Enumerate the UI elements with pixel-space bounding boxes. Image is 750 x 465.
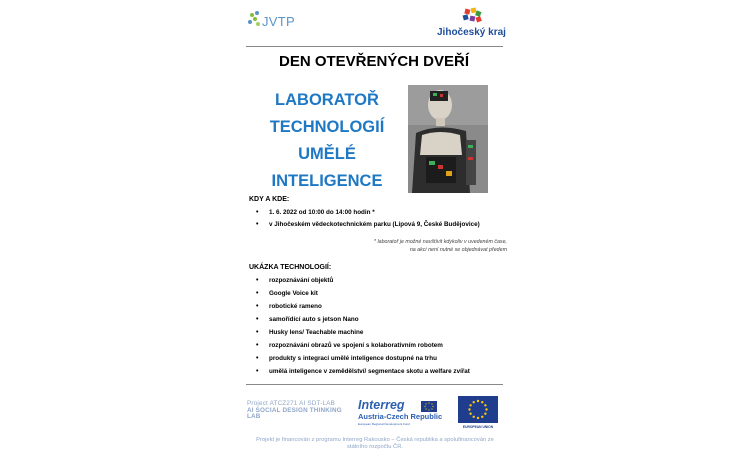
list-item: • Google Voice kit	[249, 289, 470, 302]
interreg-logo-text: Interreg	[358, 398, 405, 412]
eu-flag-icon	[421, 401, 437, 412]
list-item: • rozpoznávání obrazů ve spojení s kolaborativním robotem	[249, 341, 470, 354]
robot-photo	[408, 85, 488, 193]
when-where-list	[249, 208, 480, 232]
when-where-heading: KDY A KDE:	[249, 196, 290, 203]
list-item: • 1. 6. 2022 od 10:00 do 14:00 hodin *	[249, 208, 480, 220]
technology-showcase-heading: UKÁZKA TECHNOLOGIÍ:	[249, 264, 332, 271]
hero-title	[247, 87, 407, 195]
list-item: • produkty s integrací umělé inteligence dostupné na trhu	[249, 354, 470, 367]
jvtp-logo-text: JVTP	[262, 14, 295, 29]
hero-title-line: LABORATOŘ	[275, 91, 379, 109]
interreg-fund-text: European Regional Development Fund	[358, 422, 410, 426]
eu-flag-icon	[458, 396, 498, 423]
technology-list	[249, 276, 470, 380]
list-item: • rozpoznávání objektů	[249, 276, 470, 289]
project-name: AI SOCIAL DESIGN THINKING LAB	[247, 406, 342, 420]
bottom-divider	[246, 384, 503, 385]
project-info	[247, 401, 357, 421]
funding-footer: Projekt je financován z programu Interreg Rakousko – Česká republika a spolufinancován ze státního rozpočtu ČR.	[256, 437, 494, 450]
list-item: • v Jihočeském vědeckotechnickém parku (Lipová 9, České Budějovice)	[249, 220, 480, 232]
list-item: • Husky lens/ Teachable machine	[249, 328, 470, 341]
main-title: DEN OTEVŘENÝCH DVEŘÍ	[278, 53, 470, 70]
list-item: • umělá inteligence v zemědělství/ segmentace skotu a welfare zvířat	[249, 367, 470, 380]
top-divider	[246, 46, 503, 47]
list-item: • robotické rameno	[249, 302, 470, 315]
jihocesky-kraj-logo-text: Jihočeský kraj	[437, 27, 506, 38]
hero-title-line: INTELIGENCE	[271, 172, 383, 190]
hero-title-line: TECHNOLOGIÍ	[269, 118, 385, 136]
list-item: • samořídící auto s jetson Nano	[249, 315, 470, 328]
project-code: Project ATCZ271 AI SDT-LAB	[247, 400, 336, 407]
hero-title-line: UMĚLÉ	[298, 145, 356, 163]
interreg-subtitle: Austria-Czech Republic	[358, 412, 443, 421]
visit-note: * laboratoř je možné navštívit kdykoliv v uvedeném čase, na akci není nutné se objednávat předem	[373, 239, 507, 253]
flyer-page	[227, 0, 527, 465]
eu-label: EUROPEAN UNION	[462, 425, 494, 429]
